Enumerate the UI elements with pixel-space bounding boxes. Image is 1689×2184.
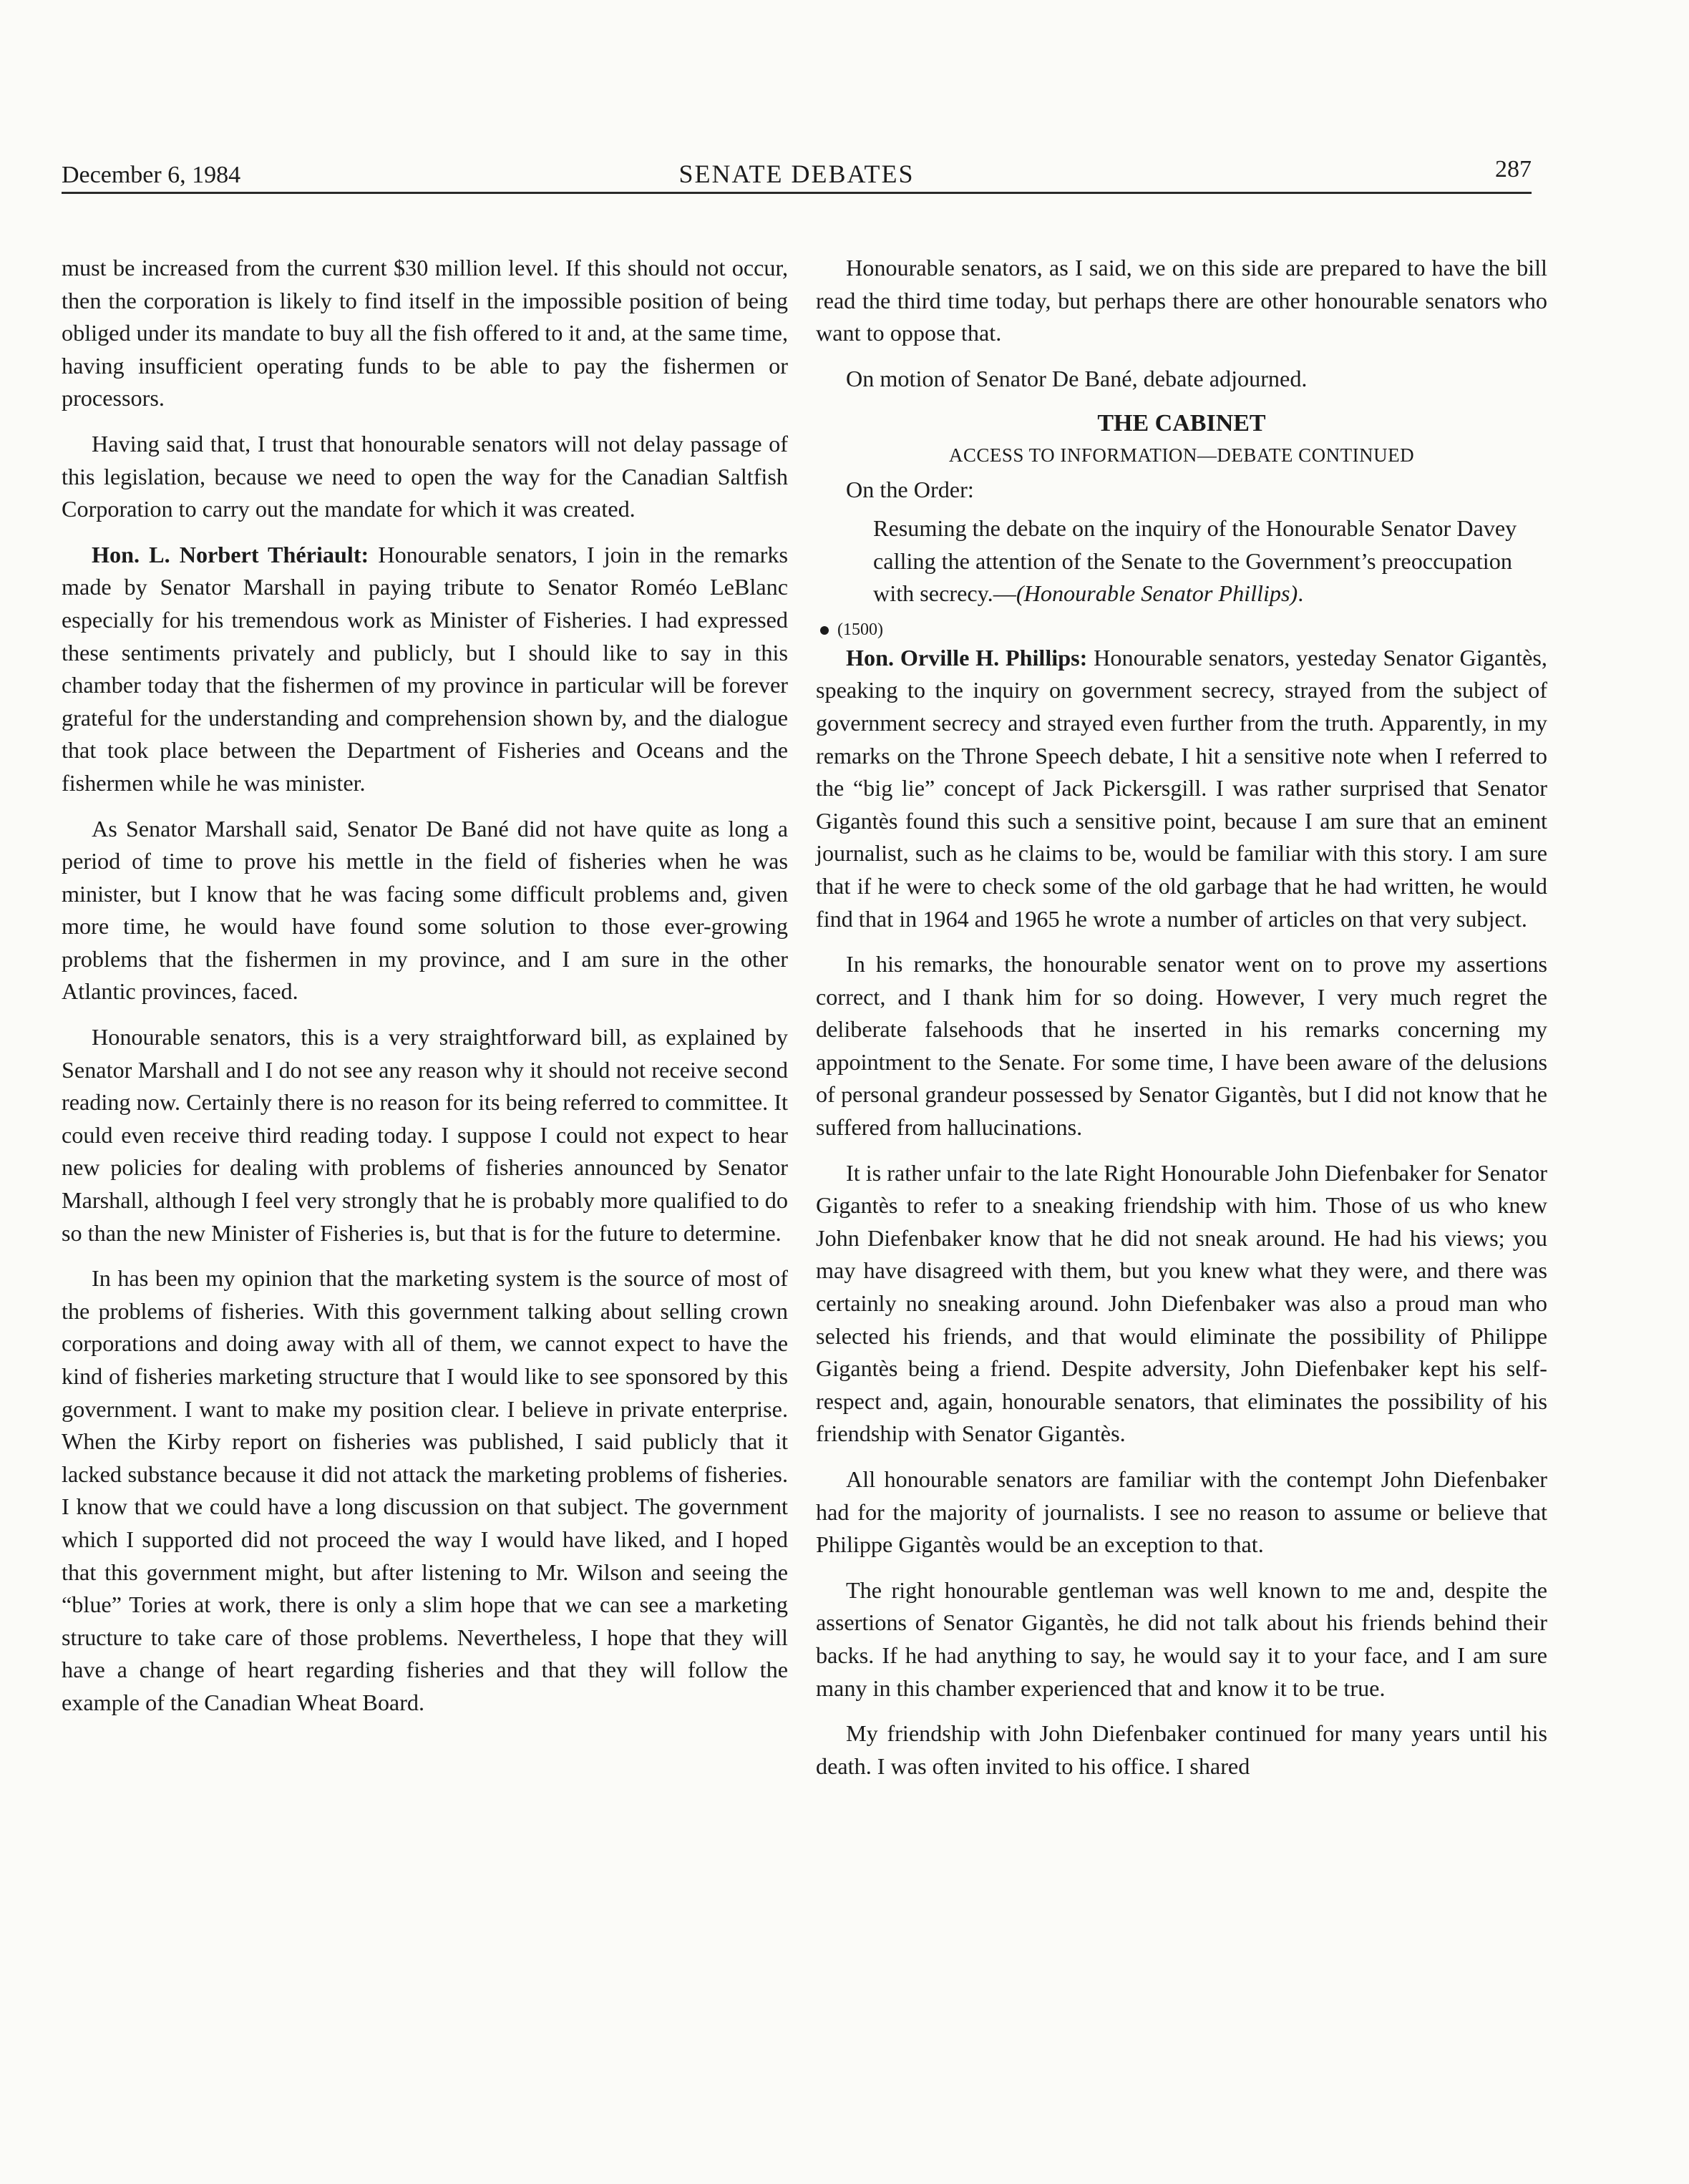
order-label: On the Order: <box>846 477 974 503</box>
paragraph: My friendship with John Diefenbaker continued for many years until his death. I was often invited to his office. I shared <box>816 1720 1547 1779</box>
paragraph <box>816 642 1547 935</box>
section-title: THE CABINET <box>1097 410 1266 437</box>
speech-text: Honourable senators, yesteday Senator Gigantès, speaking to the inquiry on government secrecy, strayed from the subject of government secrecy and strayed even further from the truth. Apparently, in my remarks on the Throne Speech debate, I hit a sensitive note when I referred to the “big lie” concept of Jack Pickersgill. I was rather surprised that Senator Gigantès found this such a sensitive point, because I am sure that an eminent journalist, such as he claims to be, would be familiar with this story. I am sure that if he were to check some of the old garbage that he had written, he would find that in 1964 and 1965 he wrote a number of articles on that very subject. <box>816 644 1547 932</box>
inquiry-body: Resuming the debate on the inquiry of the Honourable Senator Davey calling the attention of the Senate to the Government’s preoccupation with secrecy.— <box>873 515 1517 607</box>
right-column <box>816 252 1547 1795</box>
page-header <box>62 147 1532 194</box>
header-date: December 6, 1984 <box>62 162 241 188</box>
paragraph: Honourable senators, this is a very straightforward bill, as explained by Senator Marshall and I do not see any reason why it should not receive second reading now. Certainly there is no reason for its being referred to committee. It could even receive third reading today. I suppose I could not expect to hear new policies for dealing with problems of fisheries announced by Senator Marshall, although I feel very strongly that he is probably more qualified to do so than the new Minister of Fisheries is, but that is for the future to determine. <box>62 1024 788 1246</box>
left-column <box>62 252 788 1732</box>
paragraph: In his remarks, the honourable senator went on to prove my assertions correct, and I thank him for so doing. However, I very much regret the deliberate falsehoods that he inserted in his remarks concerning my appointment to the Senate. For some time, I have been aware of the delusions of personal grandeur possessed by Senator Gigantès, but I did not know that he suffered from hallucinations. <box>816 951 1547 1141</box>
paragraph: must be increased from the current $30 million level. If this should not occur, then the corporation is likely to find itself in the impossible position of being obliged under its mandate to buy all the fish offered to it and, at the same time, having insufficient operating funds to be able to pay the fishermen or processors. <box>62 255 788 411</box>
section-subtitle: ACCESS TO INFORMATION—DEBATE CONTINUED <box>948 444 1415 467</box>
time-marker <box>820 618 1547 642</box>
inquiry-end: . <box>1298 580 1304 607</box>
paragraph: Having said that, I trust that honourable senators will not delay passage of this legislation, because we need to open the way for the Canadian Saltfish Corporation to carry out the mandate for which it was created. <box>62 430 788 522</box>
bullet-icon <box>820 626 829 635</box>
paragraph: As Senator Marshall said, Senator De Bané did not have quite as long a period of time to prove his mettle in the field of fisheries when he was minister, but I know that he was facing some difficult problems and, given more time, he would have found some solution to those ever-growing problems that the fishermen in my province, and I am sure in the other Atlantic provinces, faced. <box>62 815 788 1005</box>
page-number: 287 <box>1495 156 1532 182</box>
speaker-name: Hon. L. Norbert Thériault: <box>92 541 369 567</box>
paragraph: Honourable senators, as I said, we on this side are prepared to have the bill read the third time today, but perhaps there are other honourable senators who want to oppose that. <box>816 255 1547 346</box>
speaker-name: Hon. Orville H. Phillips: <box>846 644 1088 671</box>
paragraph <box>62 539 788 800</box>
speech-text: Honourable senators, I join in the remarks made by Senator Marshall in paying tribute to Senator Roméo LeBlanc especially for his tremendous work as Minister of Fisheries. I had expressed these sentiments privately and publicly, but I should like to say in this chamber today that the fishermen of my province in particular will be forever grateful for the understanding and comprehension shown by, and the dialogue that took place between the Department of Fisheries and Oceans and the fishermen while he was minister. <box>62 541 788 796</box>
paragraph: All honourable senators are familiar with the contempt John Diefenbaker had for the majority of journalists. I see no reason to assume or believe that Philippe Gigantès would be an exception to that. <box>816 1466 1547 1558</box>
header-title: SENATE DEBATES <box>678 160 915 188</box>
paragraph: The right honourable gentleman was well known to me and, despite the assertions of Senator Gigantès, he did not talk about his friends behind their backs. If he had anything to say, he would say it to your face, and I am sure many in this chamber experienced that and know it to be true. <box>816 1576 1547 1701</box>
inquiry-italic: (Honourable Senator Phillips) <box>1016 580 1298 607</box>
paragraph: On motion of Senator De Bané, debate adjourned. <box>846 365 1308 391</box>
paragraph: In has been my opinion that the marketing system is the source of most of the problems of fisheries. With this government talking about selling crown corporations and doing away with all of them, we cannot expect to have the kind of fisheries marketing structure that I would like to see sponsored by this government. I want to make my position clear. I believe in private enterprise. When the Kirby report on fisheries was published, I said publicly that it lacked substance because it did not attack the marketing problems of fisheries. I know that we could have a long discussion on that subject. The government which I supported did not proceed the way I would have liked, and I hoped that this government might, but after listening to Mr. Wilson and seeing the “blue” Tories at work, there is only a slim hope that we can see a marketing structure to take care of those problems. Nevertheless, I hope that they will have a change of heart regarding fisheries and that they will follow the example of the Canadian Wheat Board. <box>62 1265 788 1715</box>
inquiry-text <box>873 512 1547 610</box>
time-marker-text: (1500) <box>837 620 883 639</box>
paragraph: It is rather unfair to the late Right Honourable John Diefenbaker for Senator Gigantès to refer to a sneaking friendship with him. Those of us who knew John Diefenbaker know that he did not sneak around. He had his views; you may have disagreed with them, but you knew what they were, and there was certainly no sneaking around. John Diefenbaker was also a proud man who selected his friends, and that would eliminate the possibility of Philippe Gigantès being a friend. Despite adversity, John Diefenbaker kept his self-respect and, again, honourable senators, that eliminates the possibility of his friendship with Senator Gigantès. <box>816 1159 1547 1447</box>
